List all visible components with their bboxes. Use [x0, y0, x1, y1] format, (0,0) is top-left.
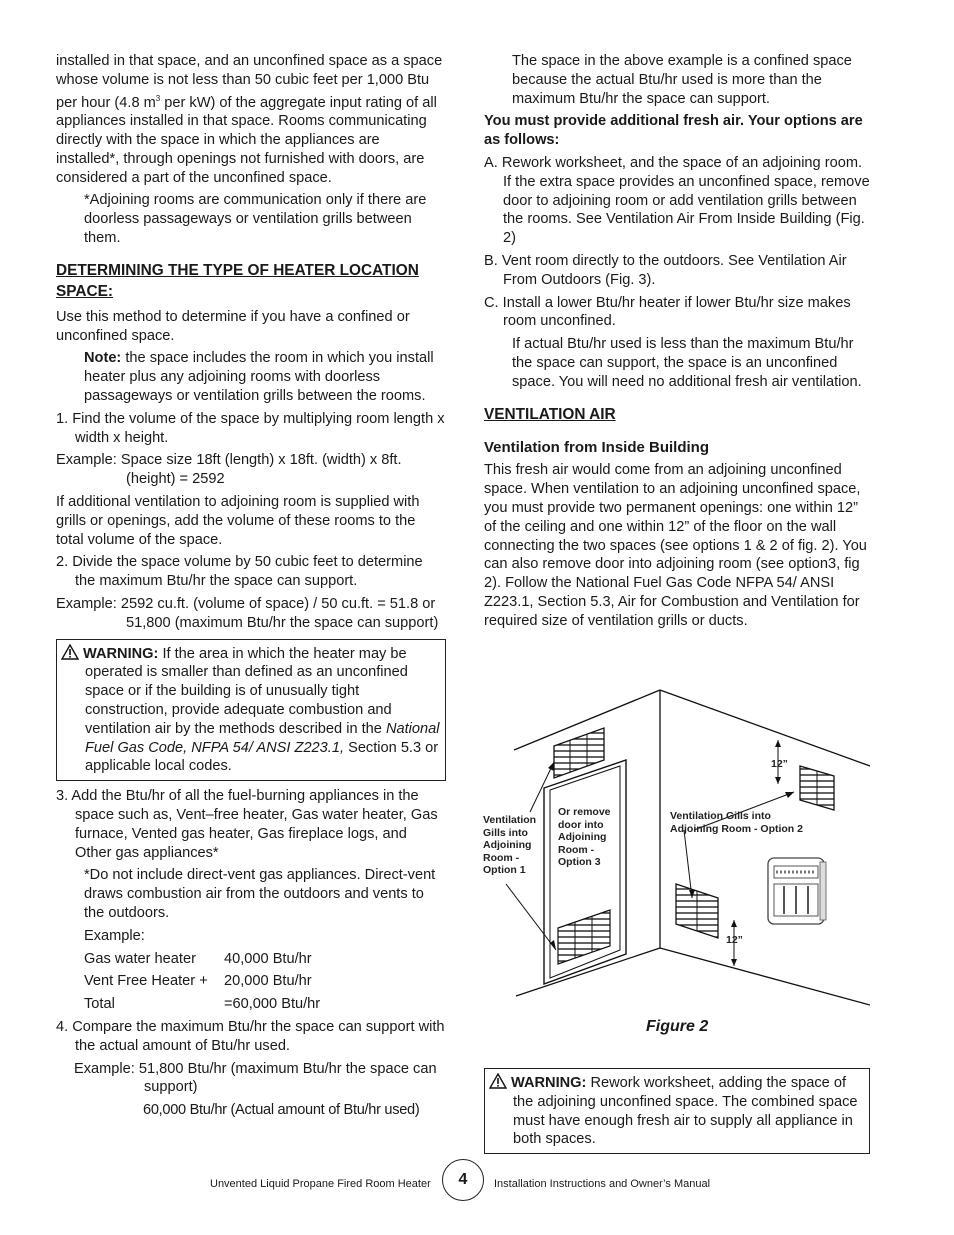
option-c: C. Install a lower Btu/hr heater if lower Btu/hr size makes room unconfined. [484, 294, 851, 330]
option-a: A. Rework worksheet, and the space of an adjoining room. If the extra space provides an unconfined space, remove door to adjoining room or add ventilation grills between the rooms. See Ventilation Air From Inside Building (Fig. 2) [484, 154, 870, 247]
label-option-2: Ventilation Gills into Adjoining Room - Option 2 [670, 810, 803, 835]
additional-ventilation-paragraph: If additional ventilation to adjoining room is supplied with grills or openings, add the volume of these rooms to the total volume of the space. [56, 494, 420, 548]
footer-right-title: Installation Instructions and Owner’s Manual [494, 1178, 711, 1190]
dimension-label-bottom: 12” [726, 934, 743, 946]
warning-triangle-icon [61, 644, 79, 660]
option-b: B. Vent room directly to the outdoors. See Ventilation Air From Outdoors (Fig. 3). [484, 252, 847, 288]
door-option-3 [544, 760, 626, 984]
table-row: Vent Free Heater + 20,000 Btu/hr [84, 973, 312, 990]
section-heading-location-space: DETERMINING THE TYPE OF HEATER LOCATION SPACE: [56, 261, 419, 300]
btu-example-table [56, 927, 446, 1014]
table-row: Gas water heater 40,000 Btu/hr [84, 950, 312, 967]
figure-caption: Figure 2 [646, 1018, 709, 1035]
heater-icon [768, 858, 826, 924]
step-3: 3. Add the Btu/hr of all the fuel-burning appliances in the space such as, Vent–free heater, Gas water heater, Gas furnace, Vented gas heater, Gas fireplace logs, and Other gas appliances* [56, 788, 438, 861]
right-column [484, 52, 872, 635]
fresh-air-options: You must provide additional fresh air. Your options are as follows: [484, 113, 863, 149]
label-option-3: Or remove door into Adjoining Room - Option 3 [558, 806, 611, 868]
intro-paragraph: installed in that space, and an unconfined space as a space whose volume is not less than 50 cubic feet per 1,000 Btu per hour (4.8 $m^3$ per kW) of the aggregate input rating of all appliances installed in that space. Rooms communicating directly with the space in which the appliances are installed*, through openings not furnished with doors, are considered a part of the unconfined space. [56, 53, 443, 186]
subheading-inside-building: Ventilation from Inside Building [484, 438, 710, 456]
method-paragraph: Use this method to determine if you have a confined or unconfined space. [56, 308, 410, 344]
section-heading-ventilation: VENTILATION AIR [484, 405, 616, 423]
step-1: 1. Find the volume of the space by multiplying room length x width x height. [56, 410, 445, 446]
footnote-adjoining: *Adjoining rooms are communication only if there are doorless passageways or ventilation grills between them. [84, 192, 427, 247]
note-paragraph: Note: the space includes the room in which you install heater plus any adjoining rooms with doorless passageways or ventilation grills between the rooms. [84, 350, 434, 405]
warning-triangle-icon [489, 1073, 507, 1089]
label-option-1: Ventilation Gills into Adjoining Room - Option 1 [483, 814, 537, 876]
unconfined-explanation: If actual Btu/hr used is less than the maximum Btu/hr the space can support, the space is an unconfined space. You will need no additional fresh air ventilation. [512, 336, 862, 390]
ceiling-grill-right [800, 766, 834, 810]
floor-grill-right [676, 884, 718, 938]
step-2: 2. Divide the space volume by 50 cubic feet to determine the maximum Btu/hr the space can support. [56, 554, 423, 590]
dimension-label-top: 12” [771, 758, 788, 770]
direct-vent-note: *Do not include direct-vent gas appliances. Direct-vent draws combustion air from the outdoors and vents to the outdoors. [84, 867, 436, 921]
footer-left-title: Unvented Liquid Propane Fired Room Heater [210, 1178, 431, 1190]
page-number: 4 [442, 1159, 484, 1201]
example-4a: Example: 51,800 Btu/hr (maximum Btu/hr the space can support) [74, 1060, 437, 1096]
example-1: Example: Space size 18ft (length) x 18ft. (width) x 8ft. (height) = 2592 [56, 452, 402, 488]
left-column [56, 52, 446, 1124]
warning-box-left: WARNING: If the area in which the heater may be operated is smaller than defined as an unconfined space or if the building is of unusually tight construction, provide adequate combustion and ventilation air by the methods described in the National Fuel Gas Code, NFPA 54/ ANSI Z223.1, Section 5.3 or applicable local codes. [56, 639, 446, 782]
superscript: 3 [155, 93, 161, 103]
example-2: Example: 2592 cu.ft. (volume of space) / 50 cu.ft. = 51.8 or 51,800 (maximum Btu/hr the space can support) [56, 595, 439, 631]
step-4: 4. Compare the maximum Btu/hr the space can support with the actual amount of Btu/hr used. [56, 1018, 445, 1054]
example-4b: 60,000 Btu/hr (Actual amount of Btu/hr used) [143, 1102, 420, 1119]
example-label: Example: [84, 927, 145, 944]
inside-building-paragraph: This fresh air would come from an adjoining unconfined space. When ventilation to an adjoining unconfined space, you must provide two permanent openings: one within 12” of the ceiling and one within 12” of the floor on the wall connecting the two spaces (see options 1 & 2 of fig. 2). You can also remove door into adjoining room (see option3, fig 2). Follow the National Fuel Gas Code NFPA 54/ ANSI Z223.1, Section 5.3, Air for Combustion and Ventilation for required size of ventilation grills or ducts. [484, 462, 867, 629]
confined-explanation: The space in the above example is a confined space because the actual Btu/hr used is more than the maximum Btu/hr the space can support. [512, 53, 852, 107]
warning-box-right: WARNING: Rework worksheet, adding the space of the adjoining unconfined space. The combined space must have enough fresh air to supply all appliance in both spaces. [484, 1068, 870, 1154]
figure-2-ventilation-diagram [484, 688, 870, 1008]
table-row: Total =60,000 Btu/hr [84, 996, 321, 1013]
